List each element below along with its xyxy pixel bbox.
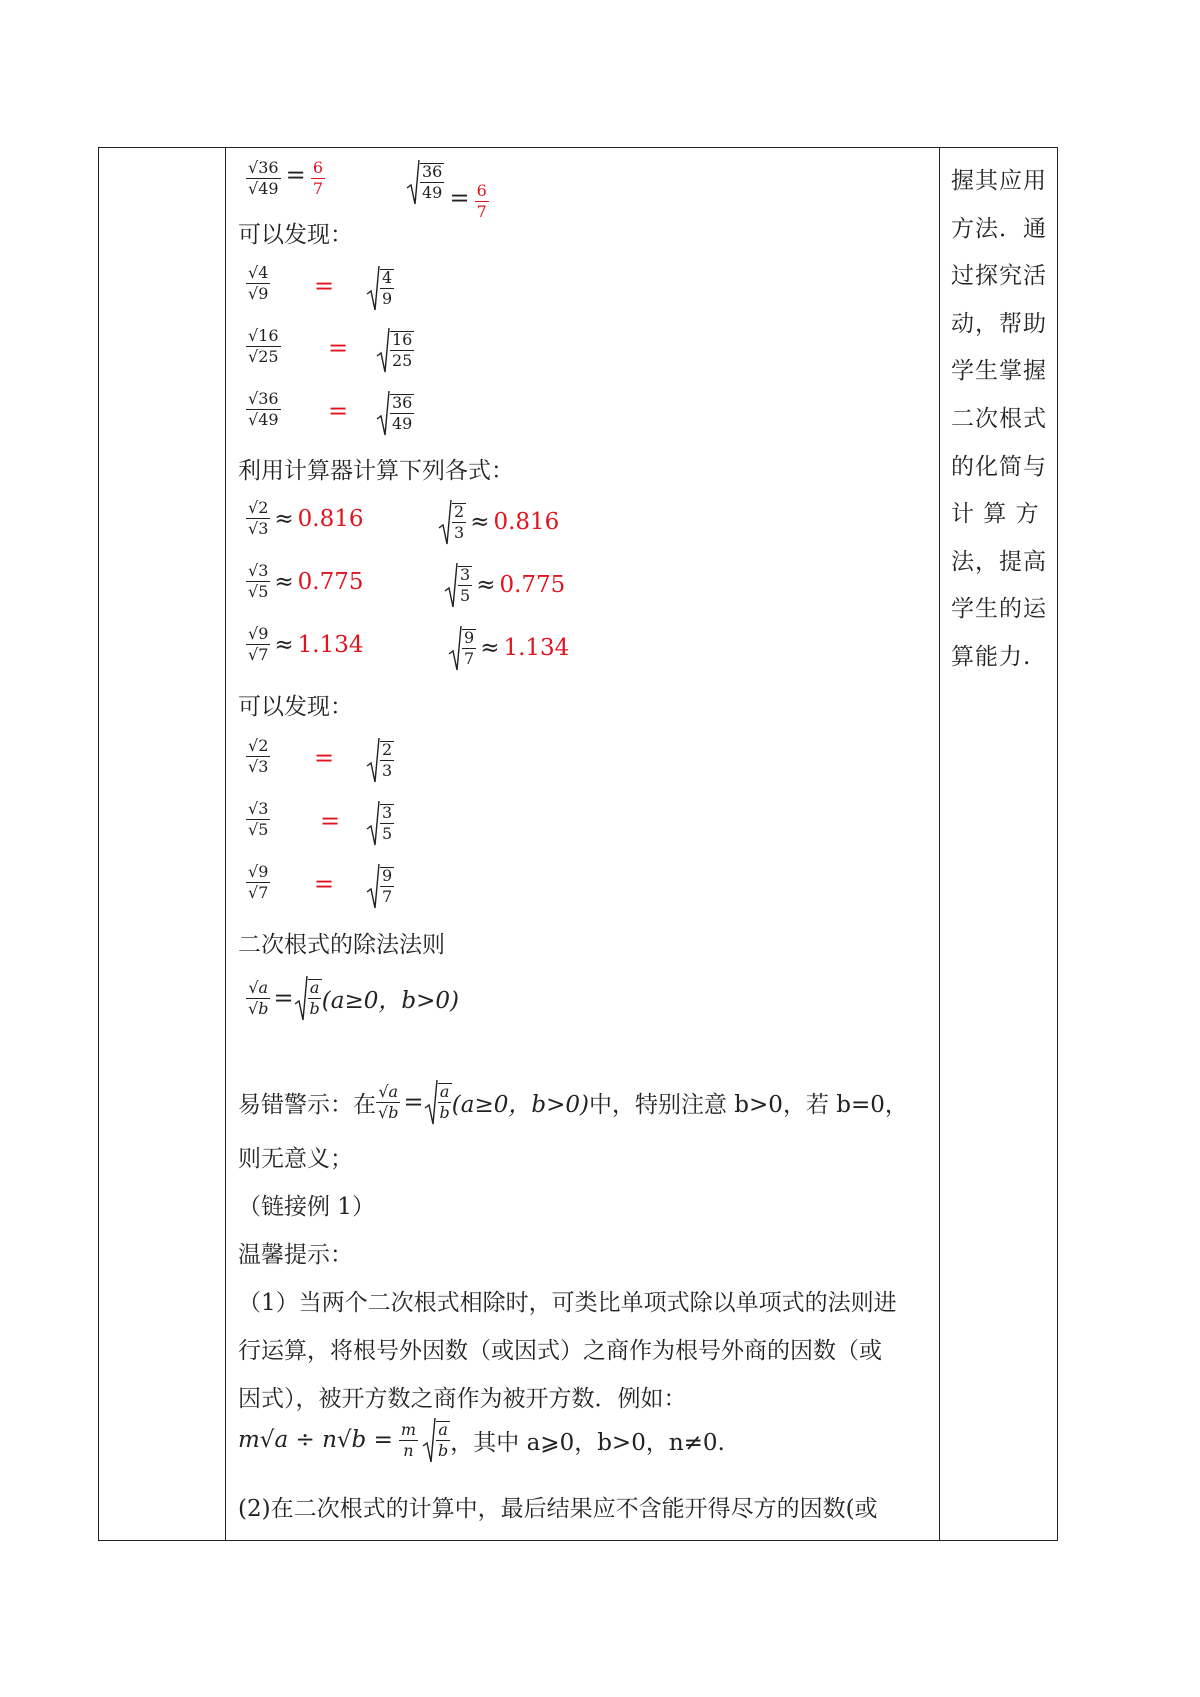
example-formula: m√a ÷ n√b = $\frac{m}{n}$ $\frac{a}{b}$ ，其中 a⩾0，b>0，n≠0. (238, 1416, 725, 1464)
calc-label: 利用计算器计算下列各式： (238, 458, 514, 484)
frac-eq-row: $\frac{√3}{√5}$ (248, 799, 269, 839)
equals-sign: = (328, 334, 349, 362)
radical-icon (366, 862, 380, 910)
value-0775: 0.775 (499, 572, 566, 598)
sqrt-frac: $\frac{16}{25}$ (376, 326, 414, 374)
content-column (226, 148, 939, 1540)
warning-line: 易错警示：在 $\frac{√a}{√b}$ = $\frac{a}{b}$ (a≥0，b>0) 中，特别注意 b>0，若 b=0， (238, 1078, 908, 1126)
tip-heading: 温馨提示： (238, 1242, 353, 1268)
lesson-table (98, 147, 1058, 1541)
radical-icon (422, 1416, 436, 1464)
radical-icon (294, 974, 308, 1022)
calc-row: $\frac{9}{7}$ ≈ 1.134 (448, 624, 569, 672)
discover-label: 可以发现： (238, 694, 353, 720)
objective-column (941, 148, 1058, 1540)
link-example[interactable]: （链接例 1） (238, 1194, 375, 1220)
radical-icon (438, 498, 452, 546)
equals-sign: = (314, 272, 335, 300)
division-rule: $\frac{√a}{√b}$ = $\frac{a}{b}$ (a≥0，b>0) (246, 974, 459, 1022)
sqrt-frac: $\frac{9}{7}$ (366, 862, 394, 910)
value-0775: 0.775 (297, 568, 364, 595)
equals-sign: = (285, 161, 306, 189)
value-0816: 0.816 (297, 505, 364, 532)
equals-sign: = (314, 870, 335, 898)
equals-sign: = (449, 184, 470, 212)
sqrt-frac-top: $\frac{36}{49}$ = $\frac{6}{7}$ (406, 158, 489, 220)
calc-row: $\frac{3}{5}$ ≈ 0.775 (444, 561, 565, 609)
sqrt-frac: $\frac{3}{5}$ (366, 799, 394, 847)
warning-line-2: 则无意义； (238, 1146, 353, 1172)
objective-text: 握其应用 方法．通 过探究活 动，帮助 学生掌握 二次根式 的化简与 计 算 方 法，提高 学生的运 算能力. (951, 168, 1047, 670)
equals-sign: = (328, 397, 349, 425)
tip-2-line: (2)在二次根式的计算中，最后结果应不含能开得尽方的因数(或 (238, 1496, 878, 1522)
frac-eq-row: $\frac{√4}{√9}$ (248, 263, 269, 303)
rule-heading: 二次根式的除法法则 (238, 932, 445, 958)
sqrt-frac: $\frac{2}{3}$ (366, 736, 394, 784)
frac-eq-row: $\frac{√2}{√3}$ (248, 736, 269, 776)
tip-1-line: 因式），被开方数之商作为被开方数．例如： (238, 1386, 687, 1412)
fraction-answer: $\frac{6}{7}$ (312, 158, 324, 198)
radical-icon (376, 326, 390, 374)
tip-1-line: （1）当两个二次根式相除时，可类比单项式除以单项式的法则进 (238, 1290, 897, 1316)
fraction: $\frac{√36}{√49}$ (248, 158, 279, 198)
equals-sign: = (314, 744, 335, 772)
value-0816: 0.816 (493, 509, 560, 535)
frac-row-top (246, 160, 325, 197)
radical-icon (444, 561, 458, 609)
radical-icon (448, 624, 462, 672)
discover-label: 可以发现： (238, 222, 353, 248)
radical-icon (424, 1078, 438, 1126)
calc-row: $\frac{√3}{√5}$ ≈ 0.775 (248, 561, 364, 601)
frac-eq-row: $\frac{√16}{√25}$ (248, 326, 279, 366)
sqrt-frac: $\frac{36}{49}$ (376, 389, 414, 437)
column-divider (939, 148, 940, 1540)
value-1134: 1.134 (503, 635, 570, 661)
fraction-answer: $\frac{6}{7}$ (476, 181, 487, 221)
radical-icon (406, 158, 420, 206)
calc-row: $\frac{√2}{√3}$ ≈ 0.816 (248, 498, 364, 538)
calc-row: $\frac{√9}{√7}$ ≈ 1.134 (248, 624, 364, 664)
value-1134: 1.134 (297, 631, 364, 658)
radical-icon (366, 264, 380, 312)
frac-eq-row: $\frac{√9}{√7}$ (248, 862, 269, 902)
frac-eq-row: $\frac{√36}{√49}$ (248, 389, 279, 429)
radical-icon (366, 799, 380, 847)
tip-1-line: 行运算，将根号外因数（或因式）之商作为根号外商的因数（或 (238, 1338, 882, 1364)
calc-row: $\frac{2}{3}$ ≈ 0.816 (438, 498, 559, 546)
equals-sign: = (320, 807, 341, 835)
sqrt-frac: $\frac{4}{9}$ (366, 264, 394, 312)
radical-icon (366, 736, 380, 784)
radical-icon (376, 389, 390, 437)
